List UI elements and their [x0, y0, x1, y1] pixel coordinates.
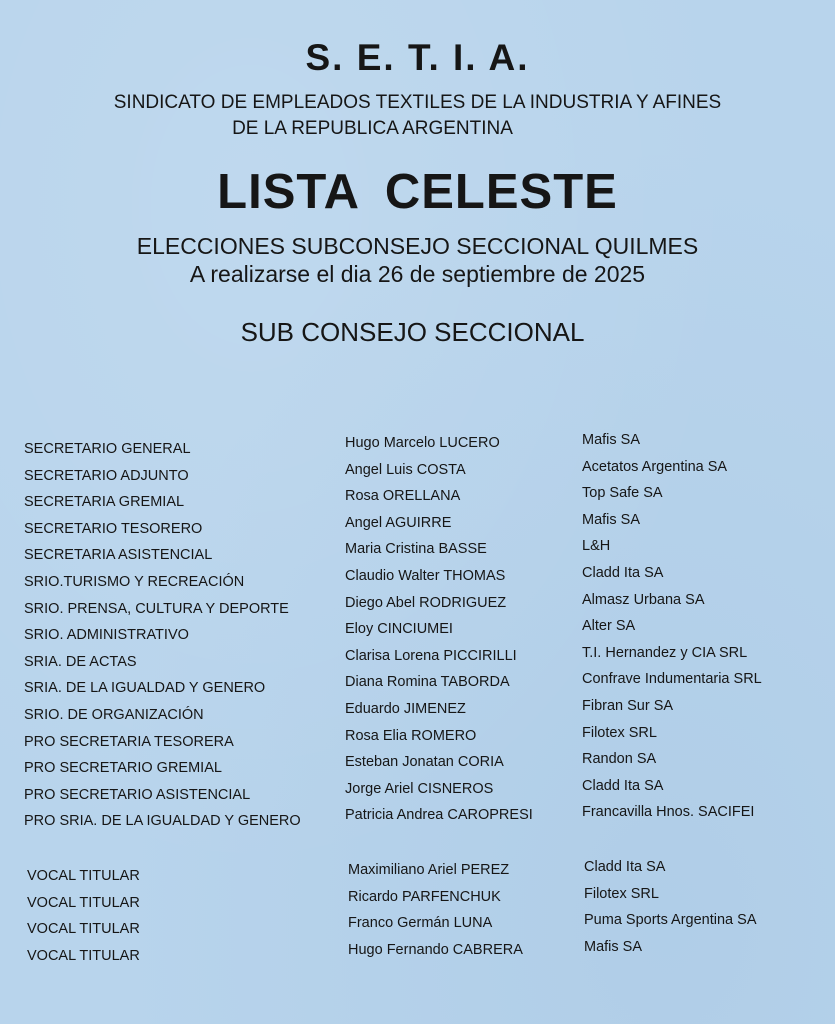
- candidate-roster: [0, 433, 835, 966]
- table-row: [0, 486, 835, 513]
- election-title: ELECCIONES SUBCONSEJO SECCIONAL QUILMES: [136, 233, 699, 259]
- election-date: A realizarse el dia 26 de septiembre de 2025: [189, 261, 646, 287]
- list-title: LISTA CELESTE: [217, 165, 618, 219]
- table-row: [0, 913, 835, 940]
- table-row: [0, 433, 835, 460]
- candidate-name: Rosa ORELLANA: [345, 488, 461, 505]
- position-label: SECRETARIO ADJUNTO: [24, 467, 189, 484]
- position-label: VOCAL TITULAR: [27, 947, 140, 964]
- candidate-name: Claudio Walter THOMAS: [345, 567, 506, 584]
- position-label: SRIO. DE ORGANIZACIÓN: [24, 706, 204, 723]
- table-row: [0, 460, 835, 487]
- position-label: PRO SRIA. DE LA IGUALDAD Y GENERO: [24, 813, 301, 830]
- company-name: Almasz Urbana SA: [582, 591, 705, 608]
- candidate-name: Eloy CINCIUMEI: [345, 621, 453, 638]
- table-row: [0, 805, 835, 832]
- table-row: [0, 860, 835, 887]
- candidate-name: Diana Romina TABORDA: [345, 674, 510, 691]
- section-gap: [0, 832, 835, 860]
- position-label: SECRETARIA GREMIAL: [24, 494, 185, 511]
- candidate-name: Clarisa Lorena PICCIRILLI: [345, 647, 517, 664]
- position-label: SRIO. PRENSA, CULTURA Y DEPORTE: [24, 600, 289, 617]
- candidate-name: Hugo Marcelo LUCERO: [345, 435, 500, 451]
- table-row: [0, 887, 835, 914]
- table-row: [0, 726, 835, 753]
- position-label: PRO SECRETARIO ASISTENCIAL: [24, 786, 251, 803]
- candidate-name: Diego Abel RODRIGUEZ: [345, 594, 507, 611]
- position-label: PRO SECRETARIO GREMIAL: [24, 760, 222, 777]
- candidate-name: Angel AGUIRRE: [345, 514, 452, 531]
- table-row: [0, 779, 835, 806]
- table-row: [0, 513, 835, 540]
- company-name: Filotex SRL: [582, 724, 657, 741]
- candidate-name: Maria Cristina BASSE: [345, 541, 487, 558]
- candidate-name: Jorge Ariel CISNEROS: [345, 780, 494, 797]
- candidate-name: Rosa Elia ROMERO: [345, 727, 477, 744]
- org-name-line2: DE LA REPUBLICA ARGENTINA: [232, 118, 513, 139]
- company-name: Francavilla Hnos. SACIFEI: [582, 804, 755, 821]
- table-row: [0, 940, 835, 967]
- table-row: [0, 752, 835, 779]
- company-name: Randon SA: [582, 751, 657, 768]
- candidate-name: Hugo Fernando CABRERA: [348, 941, 523, 958]
- position-label: SRIO.TURISMO Y RECREACIÓN: [24, 573, 245, 590]
- position-label: SECRETARIA ASISTENCIAL: [24, 547, 213, 564]
- candidate-name: Patricia Andrea CAROPRESI: [345, 807, 533, 824]
- officers-list: [0, 433, 835, 832]
- table-row: [0, 699, 835, 726]
- company-name: Filotex SRL: [584, 885, 659, 902]
- table-row: [0, 672, 835, 699]
- position-label: VOCAL TITULAR: [27, 894, 140, 911]
- candidate-name: Eduardo JIMENEZ: [345, 700, 466, 717]
- position-label: SECRETARIO TESORERO: [24, 520, 203, 537]
- company-name: Cladd Ita SA: [582, 564, 664, 581]
- position-label: VOCAL TITULAR: [27, 867, 140, 884]
- candidate-name: Ricardo PARFENCHUK: [348, 888, 501, 905]
- vocals-list: [0, 860, 835, 966]
- table-row: [0, 566, 835, 593]
- table-row: [0, 646, 835, 673]
- position-label: SRIO. ADMINISTRATIVO: [24, 627, 189, 644]
- position-label: SECRETARIO GENERAL: [24, 441, 191, 457]
- org-name-line1: SINDICATO DE EMPLEADOS TEXTILES DE LA INDUSTRIA Y AFINES: [113, 92, 722, 113]
- company-name: Mafis SA: [584, 938, 643, 955]
- table-row: [0, 593, 835, 620]
- candidate-name: Franco Germán LUNA: [348, 915, 493, 932]
- company-name: Mafis SA: [582, 432, 641, 448]
- table-row: [0, 619, 835, 646]
- org-acronym: S. E. T. I. A.: [305, 37, 530, 78]
- candidate-name: Esteban Jonatan CORIA: [345, 754, 504, 771]
- position-label: PRO SECRETARIA TESORERA: [24, 733, 234, 750]
- candidate-name: Maximiliano Ariel PEREZ: [348, 861, 510, 878]
- company-name: Puma Sports Argentina SA: [584, 912, 757, 929]
- candidate-name: Angel Luis COSTA: [345, 461, 466, 478]
- table-row: [0, 539, 835, 566]
- position-label: SRIA. DE ACTAS: [24, 653, 137, 670]
- company-name: Fibran Sur SA: [582, 697, 674, 714]
- company-name: T.I. Hernandez y CIA SRL: [582, 644, 748, 661]
- company-name: L&H: [582, 538, 611, 555]
- position-label: SRIA. DE LA IGUALDAD Y GENERO: [24, 680, 266, 697]
- company-name: Top Safe SA: [582, 485, 663, 502]
- position-label: VOCAL TITULAR: [27, 921, 140, 938]
- company-name: Cladd Ita SA: [584, 858, 666, 875]
- company-name: Cladd Ita SA: [582, 777, 664, 794]
- company-name: Mafis SA: [582, 511, 641, 528]
- company-name: Alter SA: [582, 618, 636, 635]
- ballot-header: [0, 34, 835, 348]
- company-name: Confrave Indumentaria SRL: [582, 671, 762, 688]
- company-name: Acetatos Argentina SA: [582, 458, 728, 475]
- section-title: SUB CONSEJO SECCIONAL: [240, 317, 585, 347]
